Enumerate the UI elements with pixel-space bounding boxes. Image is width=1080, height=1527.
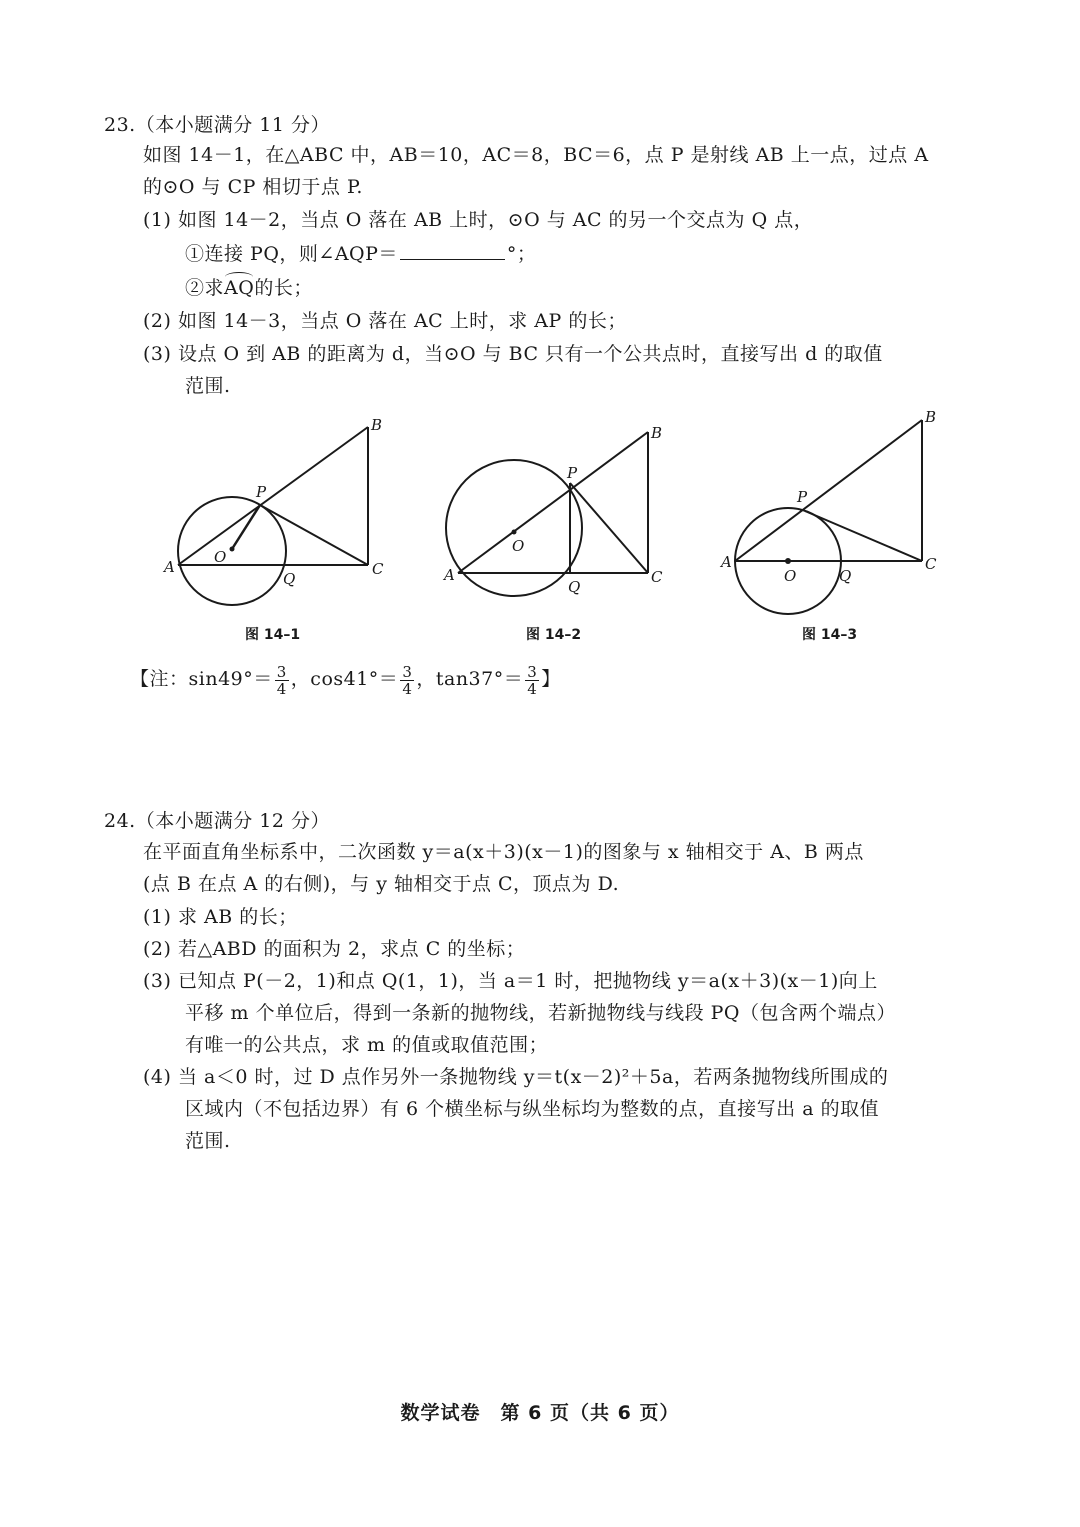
label-p: P	[567, 464, 578, 482]
segment-pc	[260, 505, 368, 565]
figure-14-3	[715, 405, 975, 624]
q24-stem-line1: 在平面直角坐标系中，二次函数 y＝a(x＋3)(x－1)的图象与 x 轴相交于 A、B 两点	[143, 841, 864, 863]
circle-o	[446, 460, 582, 596]
label-c: C	[651, 568, 663, 586]
center-point	[512, 530, 517, 535]
q24-part1: (1) 求 AB 的长；	[143, 906, 298, 928]
caption-14-1: 图 14–1	[245, 627, 301, 643]
note-open: 【注：sin49°＝	[130, 668, 273, 690]
segment-ab	[458, 432, 648, 573]
label-p: P	[797, 488, 808, 506]
caption-14-2: 图 14–2	[526, 627, 582, 643]
answer-blank[interactable]	[400, 241, 505, 260]
center-point	[230, 547, 235, 552]
label-q: Q	[283, 570, 296, 588]
q23-part3-line2: 范围.	[185, 375, 231, 397]
label-b: B	[371, 416, 383, 434]
q23-part1a-text: ①连接 PQ，则∠AQP＝	[185, 243, 398, 265]
segment-ab	[178, 427, 368, 565]
figure-14-2	[430, 420, 690, 624]
q23-header: 23.（本小题满分 11 分）	[104, 114, 330, 136]
q24-part3-line3: 有唯一的公共点，求 m 的值或取值范围；	[185, 1034, 549, 1056]
q23-part1a	[185, 241, 536, 266]
q23-part2: (2) 如图 14－3，当点 O 落在 AC 上时，求 AP 的长；	[143, 310, 627, 332]
q23-stem-line1: 如图 14－1，在△ABC 中，AB＝10，AC＝8，BC＝6，点 P 是射线 AB 上一点，过点 A	[143, 144, 929, 166]
segment-pc	[805, 511, 922, 561]
label-q: Q	[568, 578, 581, 596]
arc-aq: AQ	[224, 277, 255, 299]
q23-part1a-unit: °；	[506, 243, 537, 265]
fraction-num: 3	[402, 662, 413, 681]
q24-part2: (2) 若△ABD 的面积为 2，求点 C 的坐标；	[143, 938, 526, 960]
label-a: A	[721, 553, 732, 571]
radius-op	[232, 505, 260, 549]
fraction	[525, 664, 539, 697]
label-c: C	[372, 560, 384, 578]
q24-part3-line1: (3) 已知点 P(－2，1)和点 Q(1，1)，当 a＝1 时，把抛物线 y＝a(x＋3)(x－1)向上	[143, 970, 878, 992]
label-p: P	[256, 483, 267, 501]
fraction-den: 4	[402, 679, 413, 698]
q23-part1: (1) 如图 14－2，当点 O 落在 AB 上时，⊙O 与 AC 的另一个交点为 Q 点，	[143, 209, 814, 231]
q23-part3-line1: (3) 设点 O 到 AB 的距离为 d，当⊙O 与 BC 只有一个公共点时，直接写出 d 的取值	[143, 343, 883, 365]
q23-stem-line2: 的⊙O 与 CP 相切于点 P.	[143, 176, 363, 198]
q24-stem-line2: (点 B 在点 A 的右侧)，与 y 轴相交于点 C，顶点为 D.	[143, 873, 620, 895]
q23-part1b-tail: 的长；	[254, 277, 313, 299]
segment-ab	[735, 420, 922, 561]
note-close: 】	[541, 668, 561, 690]
q23-part1b-text: ②求	[185, 277, 225, 299]
q23-note	[130, 660, 561, 698]
note-mid1: ，cos41°＝	[290, 668, 399, 690]
q24-header: 24.（本小题满分 12 分）	[104, 810, 330, 832]
label-a: A	[444, 566, 455, 584]
q23-part1b	[185, 276, 313, 300]
label-o: O	[784, 567, 797, 585]
label-c: C	[925, 555, 937, 573]
q24-part3-line2: 平移 m 个单位后，得到一条新的抛物线，若新抛物线与线段 PQ（包含两个端点）	[185, 1002, 896, 1024]
fraction	[275, 664, 289, 697]
label-o: O	[512, 537, 525, 555]
label-b: B	[925, 408, 937, 426]
fraction-den: 4	[276, 679, 287, 698]
note-mid2: ，tan37°＝	[416, 668, 524, 690]
fraction-num: 3	[527, 662, 538, 681]
label-q: Q	[839, 567, 852, 585]
page-footer: 数学试卷 第 6 页（共 6 页）	[400, 1402, 680, 1424]
q24-part4-line3: 范围.	[185, 1130, 231, 1152]
fraction-num: 3	[276, 662, 287, 681]
label-o: O	[214, 548, 227, 566]
figure-14-1	[150, 410, 410, 624]
label-b: B	[651, 424, 663, 442]
q24-part4-line1: (4) 当 a＜0 时，过 D 点作另外一条抛物线 y＝t(x－2)²＋5a，若两条抛物线所围成的	[143, 1066, 889, 1088]
fraction	[400, 664, 414, 697]
q24-part4-line2: 区域内（不包括边界）有 6 个横坐标与纵坐标均为整数的点，直接写出 a 的取值	[185, 1098, 880, 1120]
label-a: A	[164, 558, 175, 576]
fraction-den: 4	[527, 679, 538, 698]
center-point	[785, 558, 791, 564]
caption-14-3: 图 14–3	[802, 627, 858, 643]
